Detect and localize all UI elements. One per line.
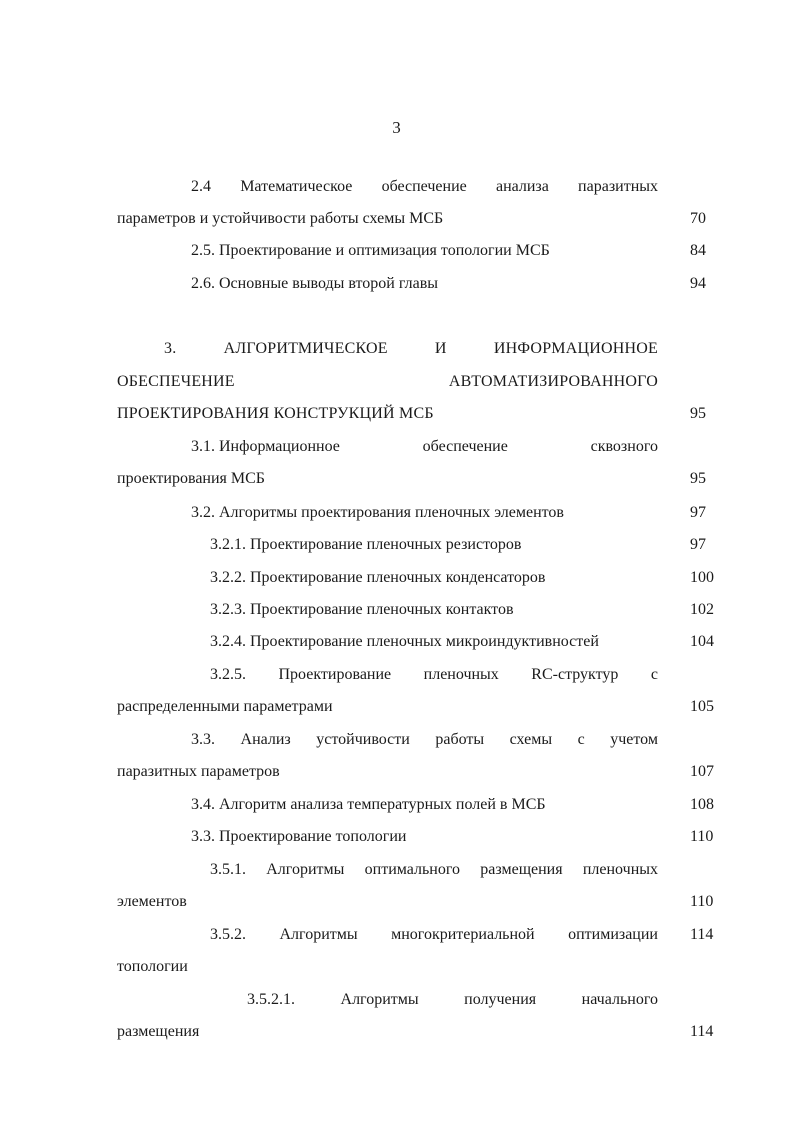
toc-entry-3-5-2-1-line2: размещения: [117, 1023, 200, 1040]
chapter-3-number: 3.: [164, 340, 177, 357]
toc-3-5-2-1-word2: Алгоритмы: [340, 991, 419, 1008]
toc-entry-3-2-2: 3.2.2. Проектирование пленочных конденсаторов: [210, 569, 546, 586]
toc-page-3-2-2: 100: [690, 569, 714, 586]
toc-page-3-2-3: 102: [690, 601, 714, 618]
toc-entry-3-5-2-1-line1: [247, 989, 658, 1011]
toc-page-3-2: 97: [690, 504, 706, 521]
chapter-3-heading-line1: [164, 338, 658, 360]
chapter-3-word3: ИНФОРМАЦИОННОЕ: [493, 340, 658, 357]
toc-page-2-6: 94: [690, 275, 706, 292]
toc-entry-3-1-line2: проектирования МСБ: [117, 470, 265, 487]
toc-page-3-3: 107: [690, 763, 714, 780]
toc-entry-3-2-1: 3.2.1. Проектирование пленочных резисторов: [210, 536, 522, 553]
toc-page-3-4: 108: [690, 796, 714, 813]
toc-3-1-word1: 3.1. Информационное: [191, 438, 340, 455]
toc-entry-3-5-1-line2: элементов: [117, 893, 187, 910]
chapter-3-word4: ОБЕСПЕЧЕНИЕ: [117, 373, 235, 390]
toc-entry-2-5: 2.5. Проектирование и оптимизация топологии МСБ: [191, 242, 550, 259]
toc-page-2-4: 70: [690, 210, 706, 227]
toc-entry-3-5-2-line2: топологии: [117, 958, 188, 975]
toc-page-3-2-5: 105: [690, 698, 714, 715]
toc-entry-3-3-topology: 3.3. Проектирование топологии: [191, 828, 407, 845]
toc-entry-3-4: 3.4. Алгоритм анализа температурных полей в МСБ: [191, 796, 546, 813]
toc-page-chapter-3: 95: [690, 405, 706, 422]
toc-entry-2-6: 2.6. Основные выводы второй главы: [191, 275, 439, 292]
toc-3-5-2-1-word4: начального: [581, 991, 658, 1008]
toc-entry-3-3-line2: паразитных параметров: [117, 763, 280, 780]
chapter-3-word1: АЛГОРИТМИЧЕСКОЕ: [223, 340, 388, 357]
toc-3-1-word2: обеспечение: [422, 438, 508, 455]
toc-entry-3-2-3: 3.2.3. Проектирование пленочных контактов: [210, 601, 514, 618]
toc-page-3-5-2-1: 114: [690, 1023, 714, 1040]
toc-entry-2-4-line1: 2.4 Математическое обеспечение анализа паразитных: [191, 178, 658, 195]
toc-entry-3-2-5-line2: распределенными параметрами: [117, 698, 333, 715]
toc-page-3-3-topology: 110: [690, 828, 714, 845]
chapter-3-word2: И: [434, 340, 447, 357]
toc-page-2-5: 84: [690, 242, 706, 259]
toc-3-5-2-1-word3: получения: [464, 991, 537, 1008]
chapter-3-heading-line3: ПРОЕКТИРОВАНИЯ КОНСТРУКЦИЙ МСБ: [117, 405, 434, 422]
toc-entry-3-5-2-line1: 3.5.2. Алгоритмы многокритериальной оптимизации: [210, 926, 658, 943]
toc-entry-3-5-1-line1: 3.5.1. Алгоритмы оптимального размещения пленочных: [210, 861, 658, 878]
chapter-3-heading-line2: [117, 371, 658, 393]
toc-page-3-5-2: 114: [690, 926, 714, 943]
toc-page-3-2-1: 97: [690, 536, 706, 553]
toc-entry-3-2: 3.2. Алгоритмы проектирования пленочных элементов: [191, 504, 564, 521]
toc-page-3-1: 95: [690, 470, 706, 487]
toc-entry-2-4-line2: параметров и устойчивости работы схемы МСБ: [117, 210, 444, 227]
toc-entry-3-1-line1: [191, 436, 658, 458]
toc-entry-3-2-5-line1: 3.2.5. Проектирование пленочных RC-структур с: [210, 666, 658, 683]
toc-3-5-2-1-word1: 3.5.2.1.: [247, 991, 295, 1008]
toc-entry-3-3-line1: 3.3. Анализ устойчивости работы схемы с учетом: [191, 731, 658, 748]
page-number: 3: [392, 118, 401, 137]
toc-page-3-2-4: 104: [690, 633, 714, 650]
toc-page-3-5-1: 110: [690, 893, 714, 910]
toc-3-1-word3: сквозного: [590, 438, 658, 455]
toc-entry-3-2-4: 3.2.4. Проектирование пленочных микроиндуктивностей: [210, 633, 599, 650]
chapter-3-word5: АВТОМАТИЗИРОВАННОГО: [448, 373, 658, 390]
